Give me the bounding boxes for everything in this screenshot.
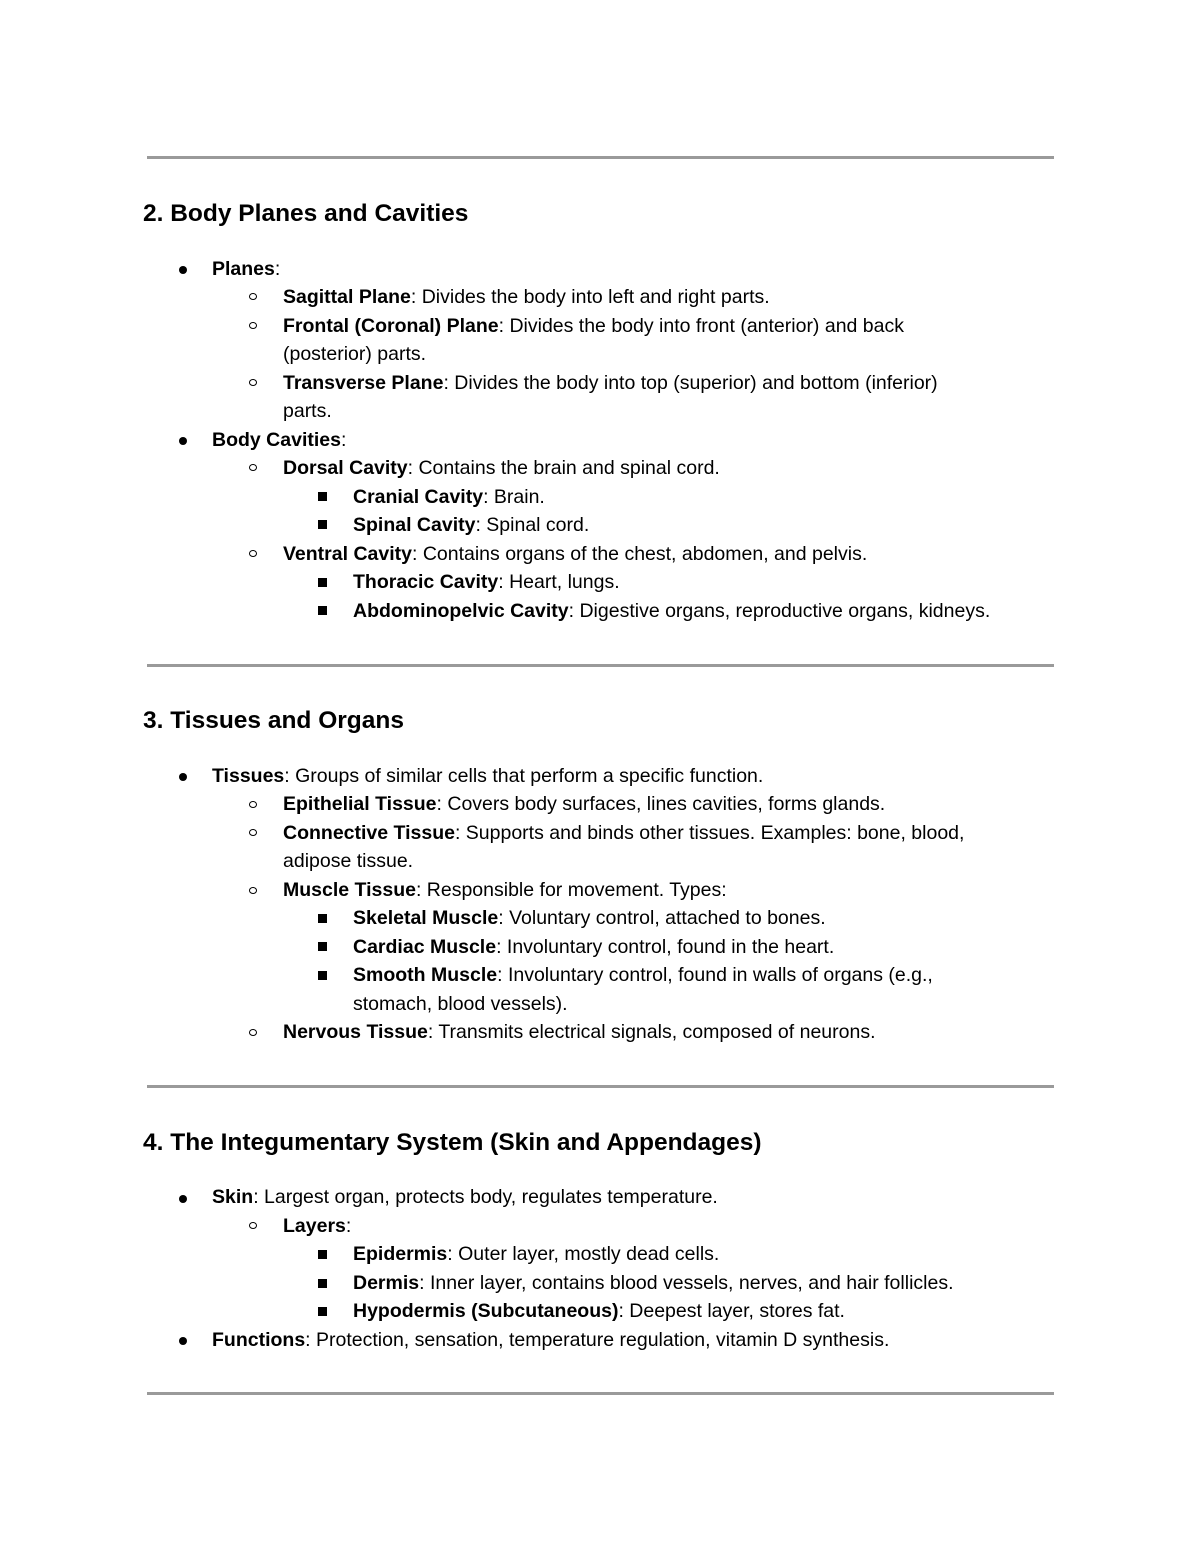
square-bullet-icon — [318, 606, 327, 615]
circle-bullet-icon — [249, 293, 257, 300]
square-bullet-icon — [318, 1250, 327, 1259]
list-item: Muscle Tissue: Responsible for movement. Types: — [283, 879, 727, 901]
section-heading: 4. The Integumentary System (Skin and Appendages) — [143, 1129, 762, 1156]
list-item: Spinal Cavity: Spinal cord. — [353, 514, 590, 536]
list-item: Dermis: Inner layer, contains blood vessels, nerves, and hair follicles. — [353, 1272, 954, 1294]
list-item: Cardiac Muscle: Involuntary control, found in the heart. — [353, 936, 835, 958]
list-item: Epithelial Tissue: Covers body surfaces, lines cavities, forms glands. — [283, 793, 886, 815]
square-bullet-icon — [318, 914, 327, 923]
square-bullet-icon — [318, 578, 327, 587]
list-item: Transverse Plane: Divides the body into top (superior) and bottom (inferior) — [283, 372, 938, 394]
horizontal-rule — [147, 1392, 1054, 1395]
list-item: Abdominopelvic Cavity: Digestive organs, reproductive organs, kidneys. — [353, 600, 991, 622]
circle-bullet-icon — [249, 1029, 257, 1036]
list-item-continuation: parts. — [283, 400, 332, 422]
disc-bullet-icon — [179, 437, 187, 445]
square-bullet-icon — [318, 492, 327, 501]
list-item: Epidermis: Outer layer, mostly dead cells. — [353, 1243, 720, 1265]
list-item: Connective Tissue: Supports and binds other tissues. Examples: bone, blood, — [283, 822, 965, 844]
section-heading: 2. Body Planes and Cavities — [143, 200, 469, 227]
list-item: Dorsal Cavity: Contains the brain and spinal cord. — [283, 457, 720, 479]
list-item: Nervous Tissue: Transmits electrical signals, composed of neurons. — [283, 1021, 876, 1043]
circle-bullet-icon — [249, 829, 257, 836]
list-item: Cranial Cavity: Brain. — [353, 486, 545, 508]
list-item: Skeletal Muscle: Voluntary control, attached to bones. — [353, 907, 826, 929]
circle-bullet-icon — [249, 1222, 257, 1229]
list-item-continuation: stomach, blood vessels). — [353, 993, 568, 1015]
list-item-continuation: (posterior) parts. — [283, 343, 427, 365]
disc-bullet-icon — [179, 1195, 187, 1203]
list-item: Thoracic Cavity: Heart, lungs. — [353, 571, 620, 593]
list-item: Layers: — [283, 1215, 352, 1237]
circle-bullet-icon — [249, 887, 257, 894]
list-item: Hypodermis (Subcutaneous): Deepest layer, stores fat. — [353, 1300, 845, 1322]
disc-bullet-icon — [179, 773, 187, 781]
square-bullet-icon — [318, 942, 327, 951]
horizontal-rule — [147, 156, 1054, 159]
list-item: Tissues: Groups of similar cells that perform a specific function. — [212, 765, 764, 787]
square-bullet-icon — [318, 520, 327, 529]
section-heading: 3. Tissues and Organs — [143, 707, 404, 734]
horizontal-rule — [147, 664, 1054, 667]
square-bullet-icon — [318, 1279, 327, 1288]
circle-bullet-icon — [249, 322, 257, 329]
circle-bullet-icon — [249, 379, 257, 386]
square-bullet-icon — [318, 971, 327, 980]
list-item: Ventral Cavity: Contains organs of the chest, abdomen, and pelvis. — [283, 543, 868, 565]
circle-bullet-icon — [249, 801, 257, 808]
disc-bullet-icon — [179, 1337, 187, 1345]
square-bullet-icon — [318, 1307, 327, 1316]
list-item: Planes: — [212, 258, 281, 280]
circle-bullet-icon — [249, 550, 257, 557]
list-item: Body Cavities: — [212, 429, 347, 451]
disc-bullet-icon — [179, 266, 187, 274]
list-item: Skin: Largest organ, protects body, regulates temperature. — [212, 1186, 718, 1208]
horizontal-rule — [147, 1085, 1054, 1088]
list-item: Functions: Protection, sensation, temperature regulation, vitamin D synthesis. — [212, 1329, 890, 1351]
list-item: Frontal (Coronal) Plane: Divides the body into front (anterior) and back — [283, 315, 904, 337]
list-item-continuation: adipose tissue. — [283, 850, 414, 872]
circle-bullet-icon — [249, 464, 257, 471]
list-item: Smooth Muscle: Involuntary control, found in walls of organs (e.g., — [353, 964, 933, 986]
list-item: Sagittal Plane: Divides the body into left and right parts. — [283, 286, 770, 308]
